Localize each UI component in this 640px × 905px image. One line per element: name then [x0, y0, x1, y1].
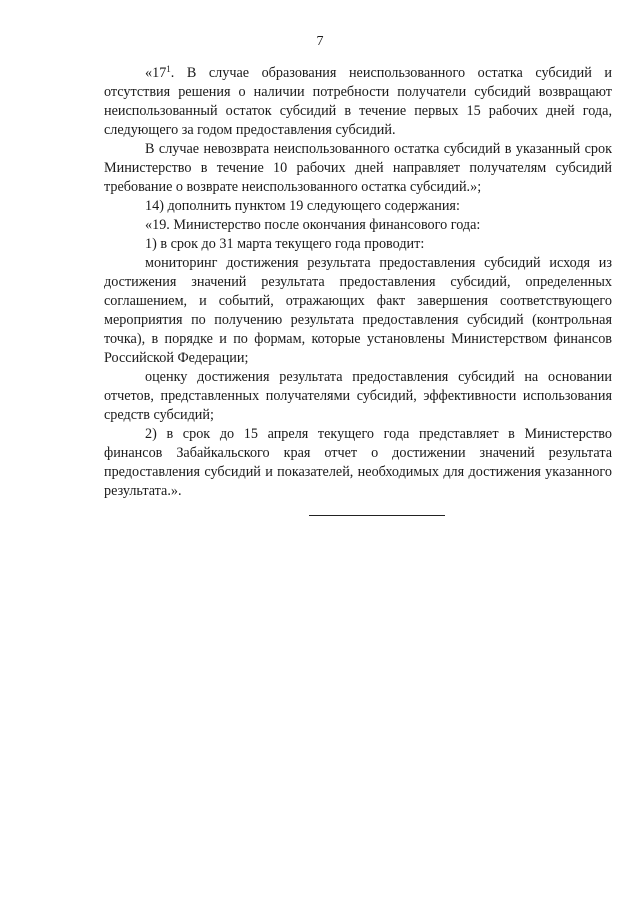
paragraph-item-1: 1) в срок до 31 марта текущего года проводит: [145, 236, 425, 252]
paragraph-non-return: В случае невозврата неиспользованного остатка субсидий в указанный срок Министерство в течение 10 рабочих дней направляет получателям субсидий требование о возврате неиспользованного остатка субсидий.»; [104, 141, 612, 195]
paragraph-amendment-14: 14) дополнить пунктом 19 следующего содержания: [145, 198, 460, 214]
paragraph-17-1-lead: «17 [145, 65, 167, 81]
paragraph-17-1 [104, 64, 612, 140]
paragraph-monitoring: мониторинг достижения результата предоставления субсидий исходя из достижения значений результата предоставления субсидий, определенных соглашением, и событий, отражающих факт завершения соответствующего мероприятия по получению результата предоставления субсидий (контрольная точка), в порядке и по формам, которые установлены Министерством финансов Российской Федерации; [104, 255, 612, 366]
superscript-index: 1 [166, 64, 171, 74]
end-of-text-rule [309, 515, 445, 516]
paragraph-evaluation: оценку достижения результата предоставления субсидий на основании отчетов, представленных получателями субсидий, эффективности использования средств субсидий; [104, 369, 612, 423]
page-number: 7 [316, 34, 324, 49]
paragraph-17-1-text: . В случае образования неиспользованного остатка субсидий и отсутствия решения о наличии потребности получатели субсидий возвращают неиспользованный остаток субсидий в течение первых 15 рабочих дней года, следующего за годом предоставления субсидий. [104, 65, 612, 138]
paragraph-item-2: 2) в срок до 15 апреля текущего года представляет в Министерство финансов Забайкальского края отчет о достижении значений результата предоставления субсидий и показателей, необходимых для достижения указанного результата.». [104, 426, 612, 499]
paragraph-19-heading: «19. Министерство после окончания финансового года: [145, 217, 481, 233]
document-body [104, 64, 612, 501]
